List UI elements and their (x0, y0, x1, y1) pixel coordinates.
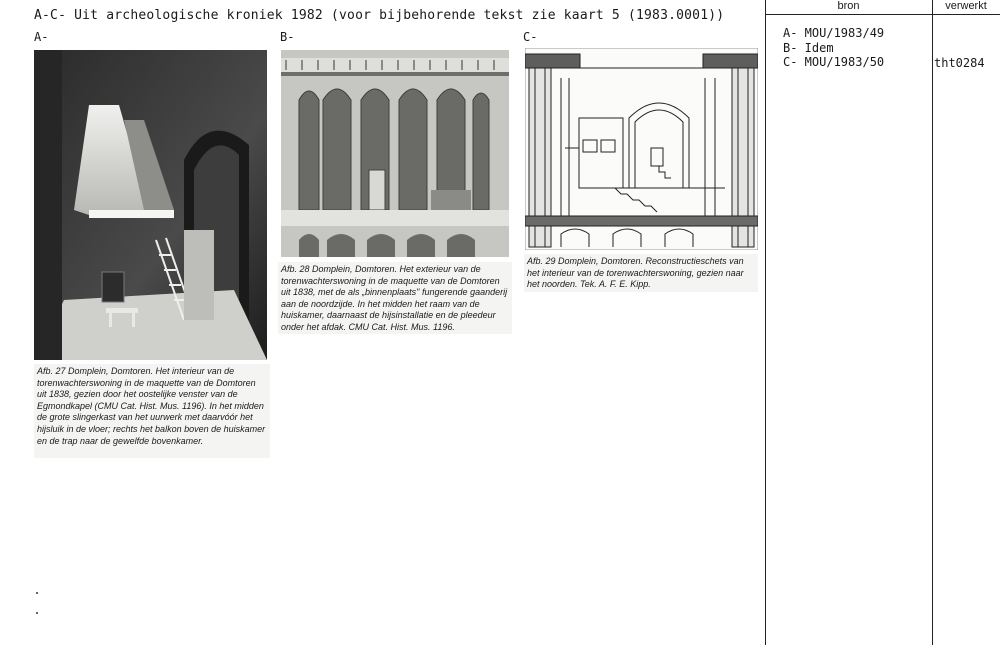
column-header-verwerkt: verwerkt (945, 0, 987, 12)
column-header-bron: bron (837, 0, 860, 12)
table-column-divider (932, 0, 933, 645)
drawing-c-lines (525, 48, 758, 250)
table-left-border (765, 0, 766, 645)
photo-a-interior (34, 50, 267, 360)
margin-dot (36, 592, 38, 594)
panel-label-a: A- (34, 30, 49, 44)
bron-entry-b: B- Idem (783, 40, 834, 55)
caption-c: Afb. 29 Domplein, Domtoren. Reconstructieschets van het interieur van de torenwachterswoning, gezien naar het noorden. Tek. A. F. E. Kipp. (524, 254, 758, 292)
panel-label-b: B- (280, 30, 295, 44)
photo-a-drawing (34, 50, 267, 360)
photo-b-exterior (281, 50, 509, 257)
margin-dot (36, 612, 38, 614)
bron-entry-a: A- MOU/1983/49 (783, 26, 885, 40)
caption-b: Afb. 28 Domplein, Domtoren. Het exterieur van de torenwachterswoning in de maquette van de Domtoren uit 1838, met de als „binnenplaats'' fungerende gaanderij aan de noordzijde. In het midden het raam van de huiskamer, daarnaast de hijsinstallatie en de pleedeur onder het afdak. CMU Cat. Hist. Mus. 1196. (278, 262, 512, 334)
verwerkt-entry-c: tht0284 (934, 56, 985, 70)
photo-b-drawing (281, 50, 509, 257)
bron-entries (783, 26, 884, 70)
table-header-rule (765, 14, 1000, 15)
panel-label-c: C- (523, 30, 538, 44)
document-title: A-C- Uit archeologische kroniek 1982 (voor bijbehorende tekst zie kaart 5 (1983.0001)) (34, 8, 725, 23)
drawing-c-section (525, 48, 758, 250)
bron-entry-c: C- MOU/1983/50 (783, 55, 885, 69)
caption-a: Afb. 27 Domplein, Domtoren. Het interieur van de torenwachterswoning in de maquette van de Domtoren uit 1838, gezien door het oostelijke venster van de Egmondkapel (CMU Cat. Hist. Mus. 1196). In het midden de grote slingerkast van het uurwerk met daarvóór het hijsluik in de vloer; rechts het balkon boven de huiskamer en de trap naar de gewelfde bovenkamer. (34, 364, 270, 458)
